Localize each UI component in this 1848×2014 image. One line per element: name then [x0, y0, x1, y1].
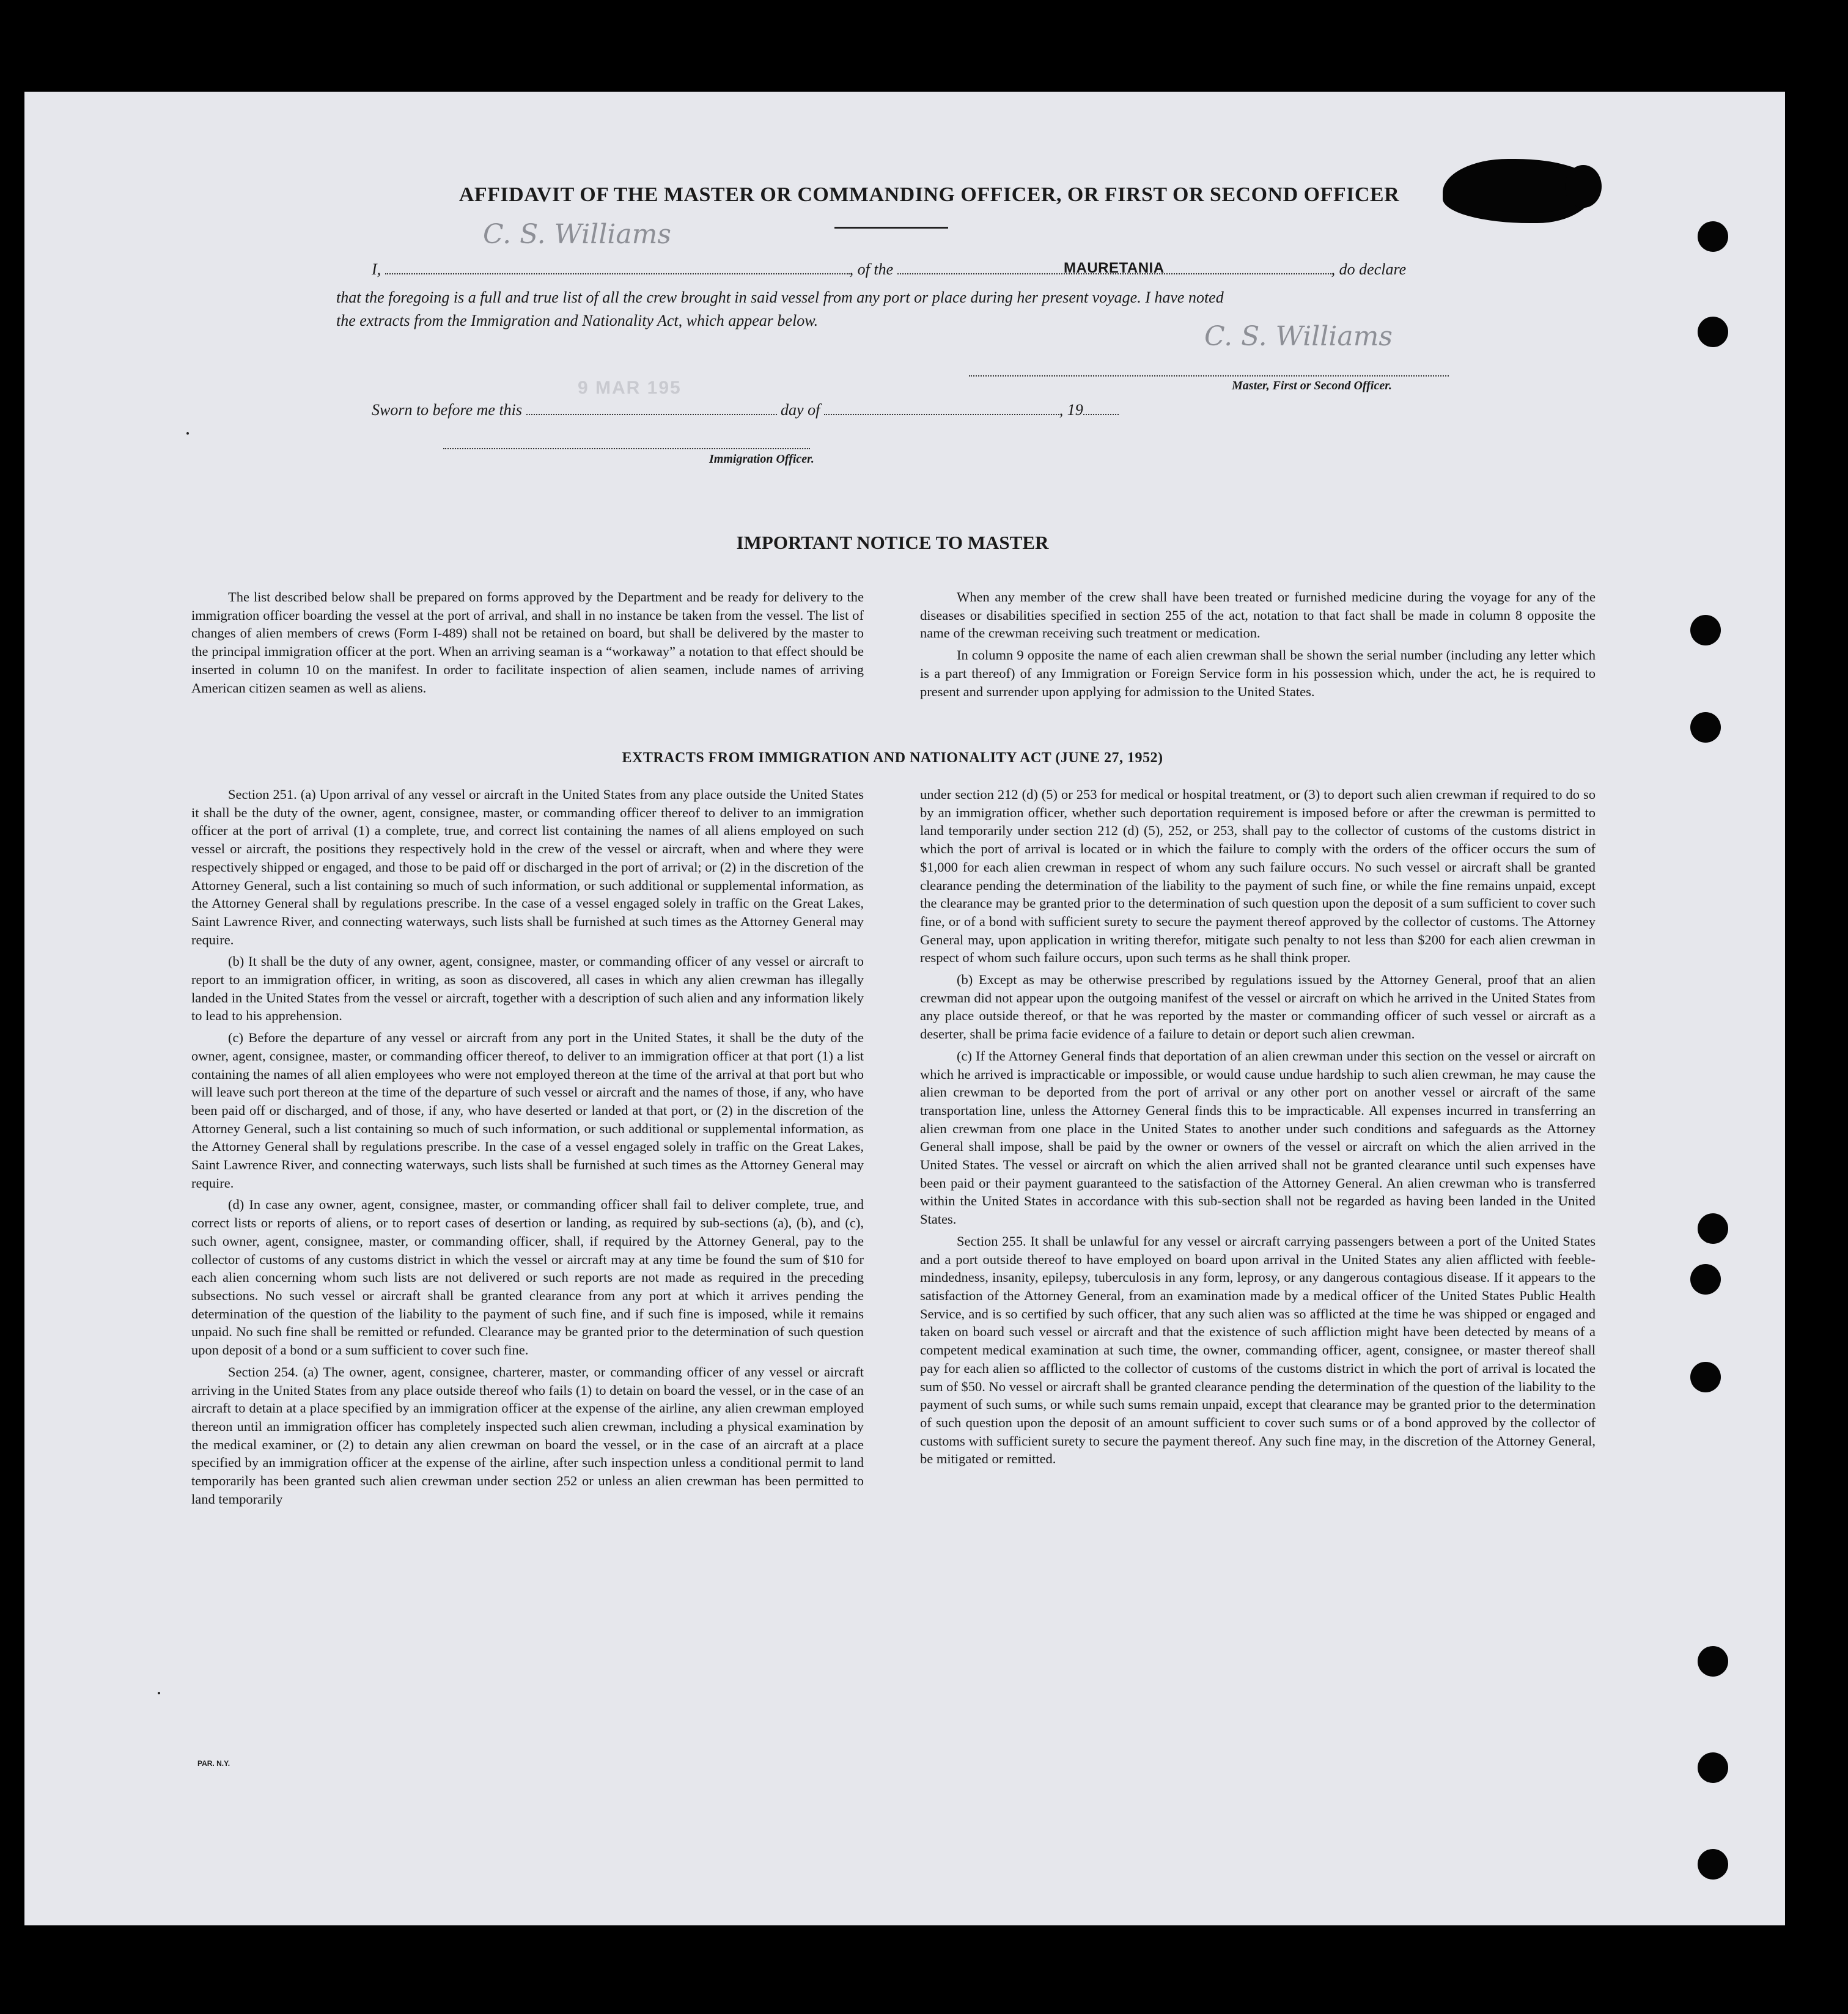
do-declare-label: , do declare	[1331, 260, 1407, 278]
notice-left-paragraph: The list described below shall be prepared on forms approved by the Department and be ready for delivery to the immigration officer boarding the vessel at the port of arrival, and shall in no instance be taken from the vessel. The list of changes of alien members of crews (Form I-489) shall not be retained on board, but shall be delivered by the master to the principal immigration officer at the port. When an arriving seaman is a “workaway” a notation to that effect should be inserted in column 10 on the manifest. In order to facilitate inspection of alien seamen, include names of arriving American citizen seamen as well as aliens.	[191, 589, 864, 696]
extract-paragraph: (b) It shall be the duty of any owner, agent, consignee, master, or commanding officer of any vessel or aircraft to report to an immigration officer, in writing, as soon as discovered, all cases in which any alien crewman has illegally landed in the United States from the vessel or aircraft, together with a description of such alien and any information likely to lead to his apprehension.	[191, 954, 864, 1024]
notice-left-column	[191, 588, 864, 700]
sworn-prefix: Sworn to before me this	[372, 401, 523, 419]
master-caption: Master, First or Second Officer.	[1232, 379, 1392, 392]
extracts-right-column	[920, 785, 1596, 1472]
name-field[interactable]	[385, 260, 850, 274]
year-prefix: , 19	[1059, 401, 1083, 419]
binder-hole	[1690, 1362, 1721, 1392]
binder-hole	[1698, 1213, 1728, 1244]
day-of-label: day of	[781, 401, 820, 419]
date-stamp: 9 MAR 195	[578, 378, 682, 398]
declaration-line-1: that the foregoing is a full and true list of all the crew brought in said vessel from any port or place during her present voyage. I have noted	[336, 289, 1224, 306]
declaration-line-2: the extracts from the Immigration and Nationality Act, which appear below.	[336, 312, 819, 329]
speck	[186, 432, 189, 435]
binder-hole	[1690, 615, 1721, 645]
title-rule	[834, 227, 948, 229]
extract-paragraph: (b) Except as may be otherwise prescribed by regulations issued by the Attorney General, proof that an alien crewman did not appear upon the outgoing manifest of the vessel or aircraft on which he arrived in the United States from any place outside thereof, or that he was reported by the master or commanding officer of such vessel or aircraft as a deserter, shall be prima facie evidence of a failure to detain or deport such alien crewman.	[920, 972, 1596, 1042]
extracts-heading: EXTRACTS FROM IMMIGRATION AND NATIONALITY ACT (JUNE 27, 1952)	[622, 750, 1163, 766]
notice-right-column	[920, 588, 1596, 704]
immigration-officer-caption: Immigration Officer.	[709, 452, 814, 466]
notice-right-paragraph: In column 9 opposite the name of each alien crewman shall be shown the serial number (including any letter which is a part thereof) of any Immigration or Foreign Service form in his possession which, under the act, he is required to present and surrender upon applying for admission to the United States.	[920, 647, 1596, 699]
extract-paragraph: Section 255. It shall be unlawful for any vessel or aircraft carrying passengers between a port of the United States and a port outside thereof to have employed on board upon arrival in the United States any alien afflicted with feeble-mindedness, insanity, epilepsy, tuberculosis in any form, leprosy, or any dangerous contagious disease. If it appears to the satisfaction of the Attorney General, from an examination made by a medical officer of the United States Public Health Service, and is so certified by such officer, that any such alien was so afflicted at the time he was shipped or engaged and taken on board such vessel or aircraft and that the existence of such affliction might have been detected by means of a competent medical examination at such time, the owner, commanding officer, agent, consignee, or master thereof shall pay for each alien so afflicted to the collector of customs of the customs district in which the port of arrival is located the sum of $50. No vessel or aircraft shall be granted clearance pending the determination of the question of the liability to the payment of such sums, or while such sums remain unpaid, except that clearance may be granted prior to the determination of such question upon the deposit of an amount sufficient to cover such sums or of a bond approved by the collector of customs with sufficient surety to secure the payment thereof. Any such fine may, in the discretion of the Attorney General, be mitigated or remitted.	[920, 1233, 1596, 1467]
extract-paragraph: (c) Before the departure of any vessel or aircraft from any port in the United States, it shall be the duty of the owner, agent, consignee, master, or commanding officer thereof, to deliver to an immigration officer at that port (1) a list containing the names of all alien employees who were not employed thereon at the time of the arrival at that port but who will leave such port thereon at the time of the departure of such vessel or aircraft and the names of those, if any, who have been paid off or discharged, and of those, if any, who have deserted or landed at that port, or (2) in the discretion of the Attorney General, such a list containing so much of such information, or such additional or supplemental information, as the Attorney General shall by regulations prescribe. In the case of a vessel engaged solely in traffic on the Great Lakes, Saint Lawrence River, and connecting waterways, such lists shall be furnished at such times as the Attorney General may require.	[191, 1030, 864, 1191]
binder-hole	[1698, 317, 1728, 347]
printer-mark: PAR. N.Y.	[197, 1759, 230, 1768]
declare-prefix: I,	[372, 260, 381, 278]
binder-hole	[1698, 1752, 1728, 1783]
immigration-officer-line	[443, 448, 810, 449]
sworn-day-field[interactable]	[526, 400, 777, 415]
master-signature: C. S. Williams	[1204, 321, 1393, 352]
binder-hole	[1698, 221, 1728, 252]
notice-heading: IMPORTANT NOTICE TO MASTER	[736, 532, 1049, 553]
notice-right-paragraph: When any member of the crew shall have been treated or furnished medicine during the voyage for any of the diseases or disabilities specified in section 255 of the act, notation to that fact shall be made in column 8 opposite the name of the crewman receiving such treatment or medication.	[920, 589, 1596, 641]
declaration-name-line	[372, 260, 1406, 279]
extract-paragraph: Section 251. (a) Upon arrival of any vessel or aircraft in the United States from any place outside the United States it shall be the duty of the owner, agent, consignee, master, or commanding officer thereof to deliver to an immigration officer at the port of arrival (1) a complete, true, and correct list containing the names of all aliens employed on such vessel or aircraft, the positions they respectively hold in the crew of the vessel or aircraft, when and where they were respectively shipped or engaged, and those to be paid off or discharged in the port of arrival; or (2) in the discretion of the Attorney General, such a list containing so much of such information, or such additional or supplemental information, as the Attorney General shall by regulations prescribe. In the case of a vessel engaged solely in traffic on the Great Lakes, Saint Lawrence River, and connecting waterways, such lists shall be furnished at such times as the Attorney General may require.	[191, 787, 864, 947]
master-signature-line	[969, 375, 1449, 377]
speck	[158, 1692, 160, 1694]
sworn-month-field[interactable]	[824, 400, 1059, 415]
binder-hole	[1690, 1264, 1721, 1295]
officer-signature: C. S. Williams	[483, 219, 671, 250]
binder-hole	[1690, 712, 1721, 743]
sworn-year-field[interactable]	[1083, 400, 1119, 415]
extracts-left-column	[191, 785, 864, 1512]
extract-paragraph: under section 212 (d) (5) or 253 for medical or hospital treatment, or (3) to deport such alien crewman if required to do so by an immigration officer, whether such deportation requirement is imposed before or after the crewman is permitted to land temporarily under section 212 (d) (5), 252, or 253, shall pay to the collector of customs of the customs district in which the port of arrival is located or in which the failure to comply with the orders of the officer occurs the sum of $1,000 for each alien crewman in respect of whom any such failure occurs. No such vessel or aircraft shall be granted clearance pending the determination of the liability to the payment of such fine, or while the fine remains unpaid, except the clearance may be granted prior to the determination of such question upon the deposit of a sum sufficient to cover such fine, or of a bond with sufficient surety to secure the payment thereof approved by the collector of customs. The Attorney General may, upon application in writing therefor, mitigate such penalty to not less than $200 for each alien crewman in respect of whom such failure occurs, upon such terms as he shall think proper.	[920, 787, 1596, 966]
extract-paragraph: Section 254. (a) The owner, agent, consignee, charterer, master, or commanding officer of any vessel or aircraft arriving in the United States from any place outside thereof who fails (1) to detain on board the vessel, or in the case of an aircraft to detain at a place specified by an immigration officer at the expense of the airline, any alien crewman employed thereon until an immigration officer has completely inspected such alien crewman, including a physical examination by the medical examiner, or (2) to detain any alien crewman on board the vessel, or in the case of an aircraft at a place specified by an immigration officer at the expense of the airline, after such inspection unless a conditional permit to land temporarily has been granted such alien crewman under section 252 or unless an alien crewman has been permitted to land temporarily	[191, 1364, 864, 1507]
affidavit-title: AFFIDAVIT OF THE MASTER OR COMMANDING OFFICER, OR FIRST OR SECOND OFFICER	[458, 183, 1400, 206]
binder-hole	[1698, 1849, 1728, 1880]
extract-paragraph: (d) In case any owner, agent, consignee, master, or commanding officer shall fail to deliver complete, true, and correct lists or reports of aliens, or to report cases of desertion or landing, as required by sub-sections (a), (b), and (c), such owner, agent, consignee, master, or commanding officer, shall, if required by the Attorney General, pay to the collector of customs of any customs district in which the vessel or aircraft may at any time be found the sum of $10 for each alien concerning whom such lists are not delivered or such reports are not made as required in the preceding subsections. No such vessel or aircraft shall be granted clearance from any port at which it arrives pending the determination of the question of the liability to the payment of such fine, and if such fine is imposed, while it remains unpaid. No such fine shall be remitted or refunded. Clearance may be granted prior to the determination of such question upon deposit of a bond or a sum sufficient to cover such fine.	[191, 1197, 864, 1358]
extract-paragraph: (c) If the Attorney General finds that deportation of an alien crewman under this section on the vessel or aircraft on which he arrived is impracticable or impossible, or would cause undue hardship to such alien crewman, he may cause the alien crewman to be deported from the port of arrival or any other port on another vessel or aircraft of the same transportation line, unless the Attorney General finds this to be impracticable. All expenses incurred in transferring an alien crewman from one place in the United States to another under such conditions and safeguards as the Attorney General shall impose, shall be paid by the owner or owners of the vessel or aircraft on which the alien arrived in the United States. The vessel or aircraft on which the alien arrived shall not be granted clearance until such expenses have been paid or their payment guaranteed to the satisfaction of the Attorney General. An alien crewman who is transferred within the United States in accordance with this sub-section shall not be regarded as having been landed in the United States.	[920, 1048, 1596, 1227]
vessel-name: MAURETANIA	[1064, 260, 1165, 276]
ink-blot	[1565, 165, 1602, 208]
binder-hole	[1698, 1646, 1728, 1677]
sworn-line	[372, 400, 1119, 419]
of-the-label: , of the	[849, 260, 894, 278]
